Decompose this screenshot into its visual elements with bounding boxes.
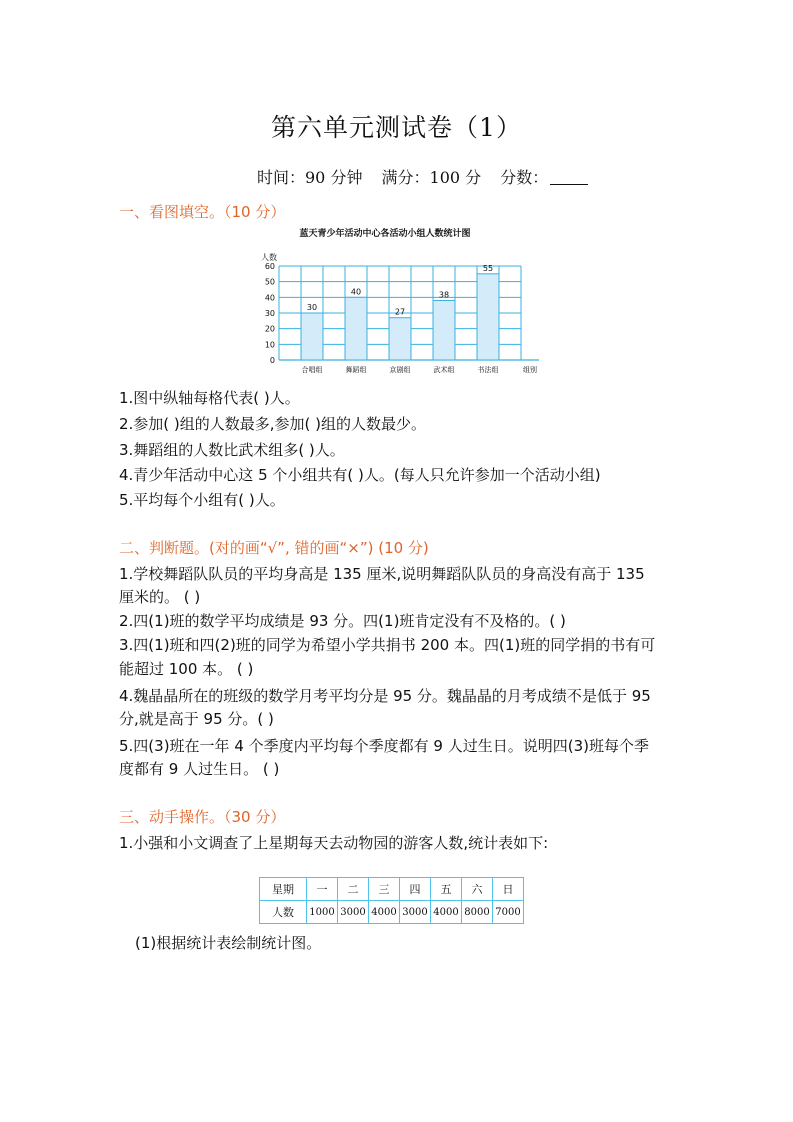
category-label: 武术组 — [433, 366, 455, 374]
bar — [477, 274, 499, 360]
score-label-text: 分数： — [500, 168, 549, 187]
s1-question-2: 2.参加( )组的人数最多,参加( )组的人数最少。 — [119, 415, 427, 433]
bar-chart-svg — [255, 222, 545, 382]
section3-heading: 三、动手操作。（30 分） — [119, 808, 286, 826]
s2-line-6: 4.魏晶晶所在的班级的数学月考平均分是 95 分。魏晶晶的月考成绩不是低于 95 — [119, 687, 651, 705]
y-tick-label: 30 — [264, 309, 275, 318]
table-row — [260, 901, 524, 924]
category-label: 合唱组 — [301, 366, 323, 374]
s3-sub-question-1: (1)根据统计表绘制统计图。 — [135, 934, 322, 952]
s2-line-2: 厘米的。 ( ) — [119, 588, 201, 606]
s2-line-4: 3.四(1)班和四(2)班的同学为希望小学共捐书 200 本。四(1)班的同学捐的书有可 — [119, 636, 656, 654]
x-axis-label: 组别 — [523, 366, 537, 374]
table-header-cell: 六 — [462, 878, 493, 901]
table-row — [260, 878, 524, 901]
y-tick-label: 60 — [264, 262, 275, 271]
s3-intro: 1.小强和小文调查了上星期每天去动物园的游客人数,统计表如下: — [119, 834, 549, 852]
s1-question-5: 5.平均每个小组有( )人。 — [119, 491, 285, 509]
y-tick-label: 20 — [264, 324, 275, 334]
section1-heading: 一、看图填空。（10 分） — [119, 203, 286, 221]
s2-line-9: 度都有 9 人过生日。 ( ) — [119, 760, 280, 778]
table-header-cell: 一 — [307, 878, 338, 901]
exam-meta — [257, 165, 616, 188]
score-blank — [550, 170, 588, 185]
section2-heading: 二、判断题。(对的画“√”, 错的画“×”) (10 分) — [119, 539, 429, 557]
bar — [301, 313, 323, 360]
table-cell: 3000 — [400, 901, 431, 924]
s1-question-3: 3.舞蹈组的人数比武术组多( )人。 — [119, 441, 345, 459]
y-tick-label: 40 — [264, 293, 275, 303]
y-axis-label: 人数 — [261, 253, 277, 262]
table-cell: 8000 — [462, 901, 493, 924]
table-cell: 4000 — [369, 901, 400, 924]
data-label: 30 — [306, 303, 318, 312]
table-cell: 3000 — [338, 901, 369, 924]
s1-question-4: 4.青少年活动中心这 5 个小组共有( )人。(每人只允许参加一个活动小组) — [119, 466, 601, 484]
s1-question-1: 1.图中纵轴每格代表( )人。 — [119, 389, 300, 407]
chart-title: 蓝天青少年活动中心各活动小组人数统计图 — [299, 229, 471, 239]
table-cell: 人数 — [260, 901, 307, 924]
table-header-cell: 三 — [369, 878, 400, 901]
y-tick-label: 50 — [264, 277, 275, 287]
table-header-cell: 五 — [431, 878, 462, 901]
s2-line-1: 1.学校舞蹈队队员的平均身高是 135 厘米,说明舞蹈队队员的身高没有高于 135 — [119, 565, 645, 583]
full-score: 满分：100 分 — [381, 168, 482, 187]
s2-line-8: 5.四(3)班在一年 4 个季度内平均每个季度都有 9 人过生日。说明四(3)班每个季 — [119, 737, 649, 755]
data-label: 38 — [438, 290, 450, 300]
data-label: 55 — [482, 263, 494, 273]
time-limit: 时间：90 分钟 — [257, 168, 363, 187]
category-label: 京剧组 — [389, 366, 411, 374]
s2-line-5: 能超过 100 本。 ( ) — [119, 660, 254, 678]
data-label: 27 — [394, 307, 406, 317]
category-label: 书法组 — [477, 366, 499, 374]
y-tick-label: 0 — [269, 356, 275, 365]
score-label — [500, 168, 602, 187]
table-header-cell: 日 — [493, 878, 524, 901]
data-label: 40 — [350, 287, 362, 297]
s2-line-7: 分,就是高于 95 分。( ) — [119, 710, 274, 728]
s2-line-3: 2.四(1)班的数学平均成绩是 93 分。四(1)班肯定没有不及格的。( ) — [119, 612, 566, 630]
bar — [345, 297, 367, 360]
table-cell: 1000 — [307, 901, 338, 924]
table-cell: 4000 — [431, 901, 462, 924]
table-header-cell: 星期 — [260, 878, 307, 901]
table-header-cell: 四 — [400, 878, 431, 901]
bar-chart — [255, 222, 545, 382]
category-label: 舞蹈组 — [345, 366, 367, 374]
bar — [389, 318, 411, 360]
y-tick-label: 10 — [264, 340, 275, 350]
table-header-cell: 二 — [338, 878, 369, 901]
visitor-table — [259, 877, 524, 924]
table-cell: 7000 — [493, 901, 524, 924]
page-title: 第六单元测试卷（1） — [271, 113, 522, 142]
bar — [433, 300, 455, 360]
